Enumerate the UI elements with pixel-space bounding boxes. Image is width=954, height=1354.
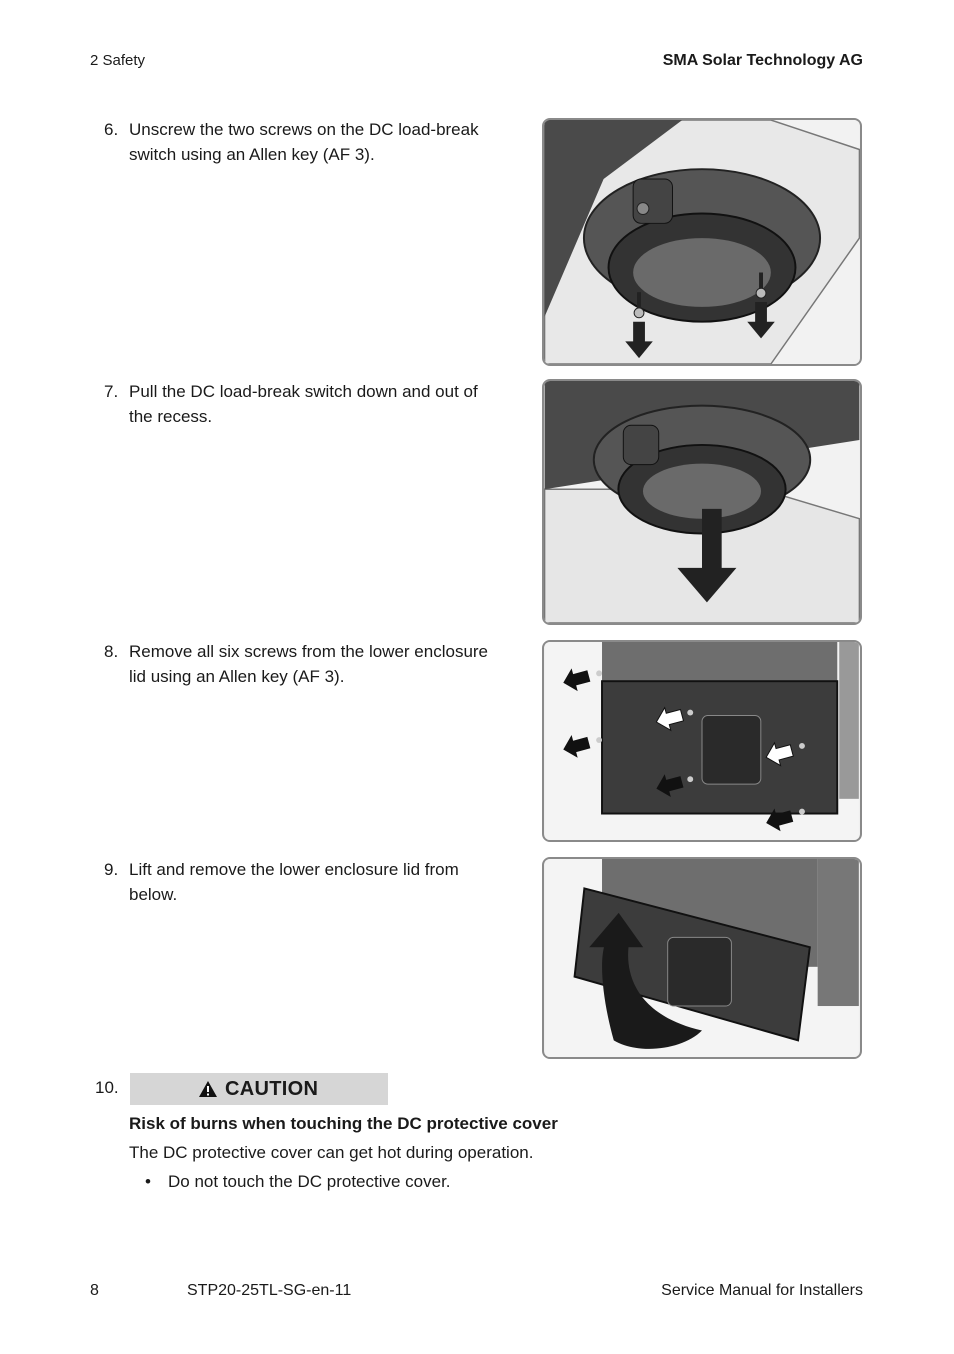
bullet-icon: • bbox=[145, 1172, 151, 1191]
header-section: 2 Safety bbox=[90, 52, 146, 69]
step-text: Unscrew the two screws on the DC load-break switch using an Allen key (AF 3). bbox=[129, 120, 479, 164]
step-text: Lift and remove the lower enclosure lid from below. bbox=[129, 860, 459, 904]
manual-title: Service Manual for Installers bbox=[661, 1282, 863, 1299]
page-number: 8 bbox=[90, 1282, 99, 1299]
document-id: STP20-25TL-SG-en-11 bbox=[187, 1282, 352, 1299]
enclosure-lid-removal-illustration bbox=[542, 857, 862, 1059]
step-number: 8. bbox=[104, 642, 119, 661]
enclosure-lid-screws-illustration bbox=[542, 640, 862, 842]
step-number: 6. bbox=[104, 120, 119, 139]
step-text: Remove all six screws from the lower enclosure lid using an Allen key (AF 3). bbox=[129, 642, 489, 686]
step-number: 9. bbox=[104, 860, 119, 879]
step-number: 10. bbox=[95, 1078, 119, 1097]
step-text: Pull the DC load-break switch down and out of the recess. bbox=[129, 382, 478, 426]
caution-label: CAUTION bbox=[225, 1078, 319, 1100]
caution-text: The DC protective cover can get hot during operation. bbox=[129, 1143, 534, 1162]
caution-bullet: Do not touch the DC protective cover. bbox=[168, 1172, 451, 1191]
step-number: 7. bbox=[104, 382, 119, 401]
caution-title: Risk of burns when touching the DC protective cover bbox=[129, 1114, 558, 1133]
header-company: SMA Solar Technology AG bbox=[662, 52, 863, 69]
dc-switch-removal-illustration bbox=[542, 379, 862, 625]
dc-switch-screws-illustration bbox=[542, 118, 862, 366]
warning-icon bbox=[198, 1080, 218, 1098]
